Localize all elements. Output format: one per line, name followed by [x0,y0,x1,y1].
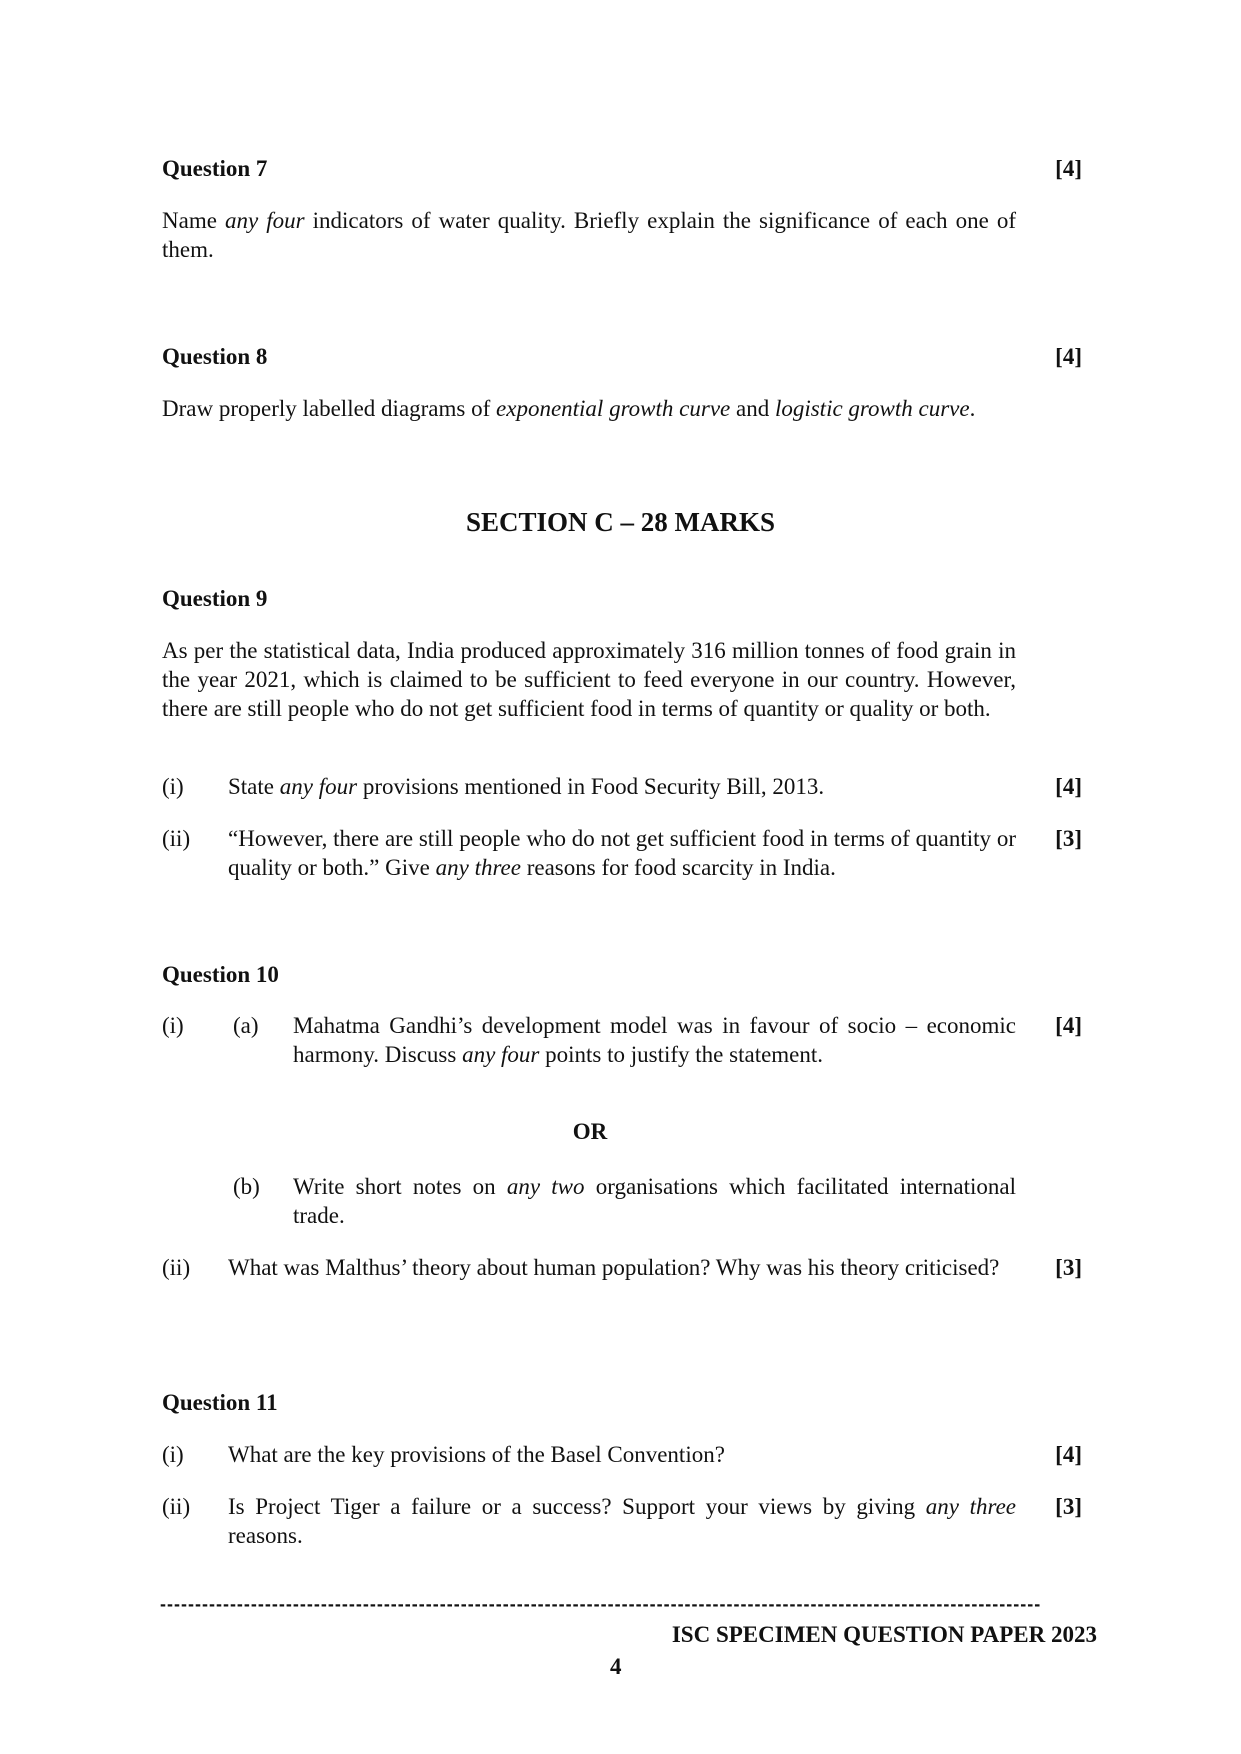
footer-title: ISC SPECIMEN QUESTION PAPER 2023 [671,1622,1097,1647]
q10-part-b-label: (b) [233,1174,260,1199]
q8-text-emphasis: exponential growth curve [496,396,731,421]
q11-ii-text-part: Is Project Tiger a failure or a success? Support your views by giving [228,1494,926,1519]
question-8-text [162,394,1016,423]
section-c-title: SECTION C – 28 MARKS [465,507,776,537]
question-10-heading: Question 10 [162,962,279,987]
q11-part-i-text: What are the key provisions of the Basel Convention? [228,1442,725,1467]
q10-a-text-emphasis: any four [462,1042,540,1067]
q9-part-ii-marks: [3] [1055,826,1082,851]
question-7-marks: [4] [1055,156,1082,181]
question-9-intro: As per the statistical data, India produced approximately 316 million tonnes of food grain in the year 2021, which is claimed to be sufficient to feed everyone in our country. However, there are still people who do not get sufficient food in terms of quantity or quality or both. [162,638,1016,721]
q10-part-ii-marks: [3] [1055,1255,1082,1280]
q10-part-i-marks: [4] [1055,1013,1082,1038]
q8-text-emphasis: logistic growth curve [774,396,970,421]
question-9-heading: Question 9 [162,586,268,611]
q11-part-i-marks: [4] [1055,1442,1082,1467]
q10-part-ii-text: What was Malthus’ theory about human population? Why was his theory criticised? [228,1255,1000,1280]
q11-part-ii-label: (ii) [162,1494,191,1519]
q10-b-text-part: Write short notes on [293,1174,507,1199]
q10-a-text-part: Mahatma Gandhi’s development model was in favour of socio – economic harmony. Discuss [293,1013,1016,1067]
q9-i-text-emphasis: any four [279,774,358,799]
q11-ii-text-part: reasons. [228,1523,303,1548]
q7-text-emphasis: any four [224,208,305,233]
question-11-heading: Question 11 [162,1390,278,1415]
q11-ii-text-emphasis: any three [925,1494,1016,1519]
q8-text-part: Draw properly labelled diagrams of [162,396,497,421]
q10-part-a-label: (a) [233,1013,259,1038]
question-8-marks: [4] [1055,344,1082,369]
q10-part-ii-label: (ii) [162,1255,191,1280]
q10-or-label: OR [572,1119,608,1144]
q10-part-b-text [293,1172,1016,1230]
q10-b-text-part: organisations which facilitated international trade. [293,1174,1016,1228]
q8-text-part: and [730,396,775,421]
question-7-text [162,206,1016,264]
q11-part-i-label: (i) [162,1442,184,1467]
q9-ii-text-emphasis: any three [435,855,521,880]
q10-a-text-part: points to justify the statement. [539,1042,824,1067]
q9-ii-text-part: reasons for food scarcity in India. [520,855,836,880]
q11-part-ii-marks: [3] [1055,1494,1082,1519]
question-7-heading: Question 7 [162,156,268,181]
page-number: 4 [610,1654,622,1679]
q10-part-i-label: (i) [162,1013,184,1038]
question-8-heading: Question 8 [162,344,268,369]
q7-text-part: Name [162,208,225,233]
footer-divider: ------------------------------------------------------------------------------------------------------------------------------ [160,1594,1042,1614]
q9-part-ii-text [228,824,1016,882]
q10-part-a-text [293,1011,1016,1069]
q8-text-part: . [969,396,976,421]
q9-part-i-text [228,772,1016,801]
q9-part-i-marks: [4] [1055,774,1082,799]
q10-b-text-emphasis: any two [506,1174,585,1199]
q9-part-ii-label: (ii) [162,826,191,851]
q9-part-i-label: (i) [162,774,184,799]
q11-part-ii-text [228,1492,1016,1550]
q9-ii-text-part: “However, there are still people who do not get sufficient food in terms of quantity or quality or both.” Give [228,826,1016,880]
q9-i-text-part: provisions mentioned in Food Security Bill, 2013. [357,774,825,799]
q7-text-part: indicators of water quality. Briefly explain the significance of each one of them. [162,208,1017,262]
q9-i-text-part: State [228,774,280,799]
